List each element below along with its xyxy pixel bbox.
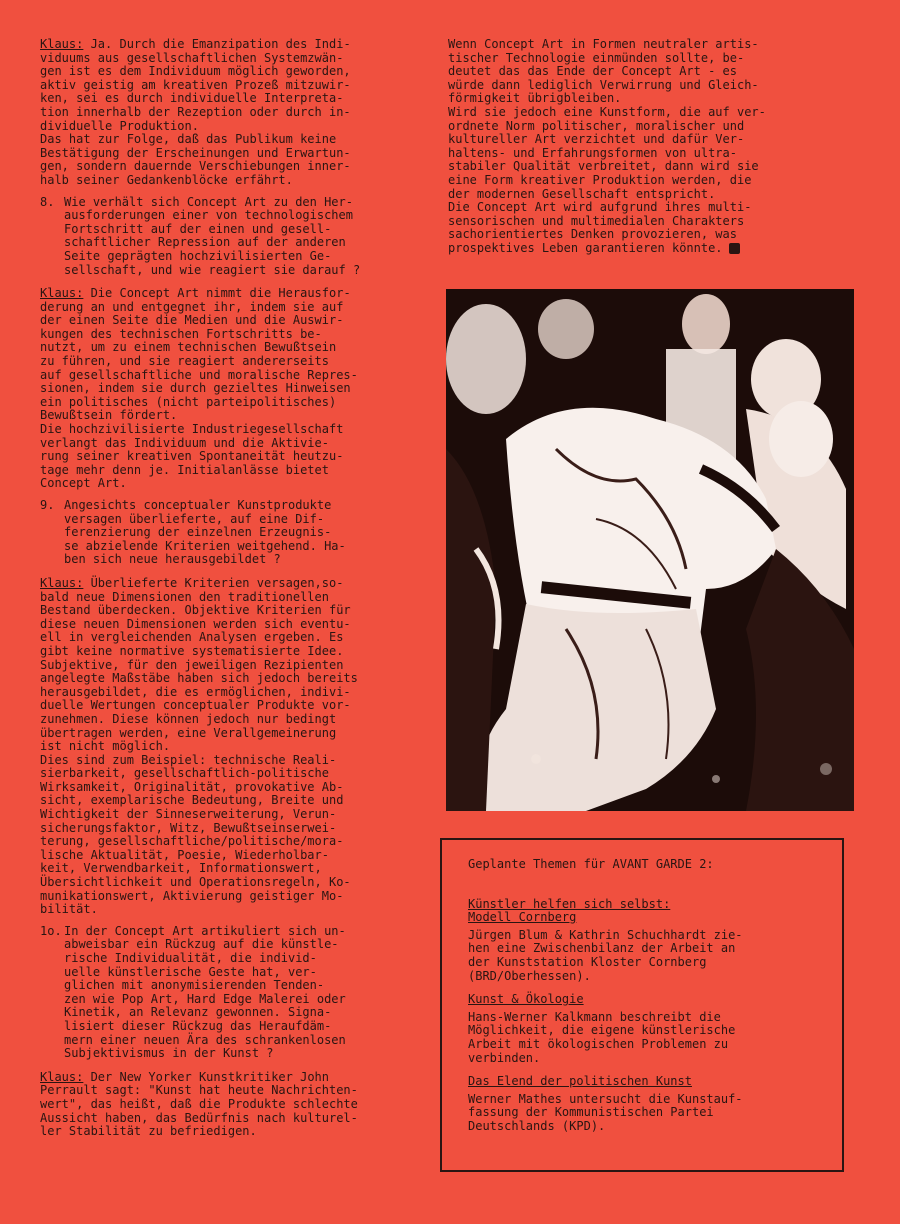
answer-block-4 [40, 1071, 420, 1139]
question-10 [40, 925, 420, 1061]
question-9 [40, 499, 420, 567]
speaker-label: Klaus: [40, 286, 84, 301]
protest-photo [446, 289, 854, 811]
question-text: Wie verhält sich Concept Art zu den Her- ausforderungen einer von technologischem Fortschritt auf der einen und gesell- schaftlicher Repression auf der anderen Seite geprägten hochzivilisierten Ge- sellschaft, und wie reagiert sie darauf ? [64, 194, 361, 277]
question-8 [40, 196, 420, 278]
speaker-label: Klaus: [40, 37, 84, 51]
answer-text: Überlieferte Kriterien versagen,so- bald neue Dimensionen den traditionellen Bestand überdecken. Objektive Kriterien für diese neuen Dimensionen werden sich eventu- ell in vergleichenden Analysen ergeben. Es gibt keine normative systematisierte Idee. Subjektive, für den jeweiligen Rezipienten angelegte Maßstäbe haben sich jedoch bereits herausgebildet, die es ermöglichen, indivi- duelle Wertungen conceptualer Produkte vor- zunehmen. Diese können jedoch nur bedingt übertragen werden, eine Verallgemeinerung ist nicht möglich. Dies sind zum Beispiel: technische Reali- sierbarkeit, gesellschaftlich-politische Wirksamkeit, Originalität, provokative Ab- sicht, exemplarische Bedeutung, Breite und Wichtigkeit der Sinneserweiterung, Verun- sicherungsfaktor, Witz, Bewußtseinserwei- terung, gesellschaftliche/politische/mora- lische Aktualität, Poesie, Wiederholbar- keit, Verwendbarkeit, Informationswert, Übersichtlichkeit und Operationsregeln, Ko- munikationswert, Aktivierung geistiger Mo- bilität. [40, 575, 358, 917]
question-text: Angesichts conceptualer Kunstprodukte versagen überlieferte, auf eine Dif- ferenzierung der einzelnen Erzeugnis- se abzielende Kriterien weitgehend. Ha- ben sich neue herausgebildet ? [64, 498, 346, 567]
answer-block-1 [40, 38, 420, 188]
question-text: In der Concept Art artikuliert sich un- abweisbar ein Rückzug auf die künstle- rische Individualität, die individ- uelle künstlerische Geste hat, ver- glichen mit anonymisierenden Tenden- zen wie Pop Art, Hard Edge Malerei oder Kinetik, an Relevanz gewonnen. Signa- lisiert dieser Rückzug das Heraufdäm- mern einer neuen Ära des schrankenlosen Subjektivismus in der Kunst ? [64, 923, 346, 1061]
box-title: Geplante Themen für AVANT GARDE 2: [468, 857, 714, 871]
answer-text: Die Concept Art nimmt die Herausfor- derung an und entgegnet ihr, indem sie auf der einen Seite die Medien und die Auswir- kungen des technischen Fortschritts be- nutzt, um zu einem technischen Bewußtsein zu führen, und sie reagiert andererseits auf gesellschaftliche und moralische Repres- sionen, indem sie durch gezieltes Hinweisen ein politisches (nicht parteipolitisches) Bewußtsein fördert. Die hochzivilisierte Industriegesellschaft verlangt das Individuum und die Aktivie- rung seiner kreativen Spontaneität heutzu- tage mehr denn je. Initialanlässe bietet Concept Art. [40, 286, 358, 491]
question-number: 1o. [40, 923, 62, 938]
answer-text: Der New Yorker Kunstkritiker John Perrault sagt: "Kunst hat heute Nachrichten- wert", das heißt, daß die Produkte schlechte Aussicht haben, das Bedürfnis nach kulturel- ler Stabilität zu befriedigen. [40, 1069, 358, 1139]
topic-description: Werner Mathes untersucht die Kunstauf- fassung der Kommunistischen Partei Deutschlands (KPD). [468, 1091, 743, 1133]
topic-heading: Das Elend der politischen Kunst [468, 1074, 692, 1089]
photo-illustration [446, 289, 854, 811]
answer-block-2 [40, 287, 420, 491]
topic-heading: Kunst & Ökologie [468, 992, 584, 1007]
speaker-label: Klaus: [40, 575, 84, 590]
end-mark-icon [729, 243, 740, 254]
planned-topics-box [440, 838, 844, 1172]
topic-description: Jürgen Blum & Kathrin Schuchhardt zie- hen eine Zwischenbilanz der Arbeit an der Kunststation Kloster Cornberg (BRD/Oberhessen). [468, 927, 743, 983]
question-number: 9. [40, 498, 55, 512]
right-column [448, 38, 820, 264]
speaker-label: Klaus: [40, 1069, 84, 1084]
closing-text [448, 38, 820, 256]
left-column [40, 38, 420, 1147]
answer-block-3 [40, 577, 420, 917]
question-number: 8. [40, 194, 55, 209]
closing-paragraph: Wenn Concept Art in Formen neutraler artis- tischer Technologie einmünden sollte, be- deutet das das Ende der Concept Art - es würde dann lediglich Verwirrung und Gleich- förmigkeit übrigbleiben. Wird sie jedoch eine Kunstform, die auf ver- ordnete Norm politischer, moralischer und kultureller Art verzichtet und dafür Ver- haltens- und Erfahrungsformen von ultra- stabiler Qualität verbreitet, dann wird sie eine Form kreativer Produktion werden, die der modernen Gesellschaft entspricht. Die Concept Art wird aufgrund ihres multi- sensorischen und multimedialen Charakters sachorientiertes Denken provozieren, was prospektives Leben garantieren könnte. [448, 37, 766, 255]
topic-heading: Künstler helfen sich selbst: Modell Cornberg [468, 896, 671, 925]
topic-description: Hans-Werner Kalkmann beschreibt die Möglichkeit, die eigene künstlerische Arbeit mit ökologischen Problemen zu verbinden. [468, 1009, 736, 1065]
answer-text: Ja. Durch die Emanzipation des Indi- viduums aus gesellschaftlichen Systemzwän- gen ist es dem Individuum möglich geworden, aktiv geistig am kreativen Prozeß mitzuwir- ken, sei es durch individuelle Interpreta- tion innerhalb der Rezeption oder durch in- dividuelle Produktion. Das hat zur Folge, daß das Publikum keine Bestätigung der Erscheinungen und Erwartun- gen, sondern dauernde Verschiebungen inner- halb seiner Gedankenblöcke erfährt. [40, 37, 351, 187]
